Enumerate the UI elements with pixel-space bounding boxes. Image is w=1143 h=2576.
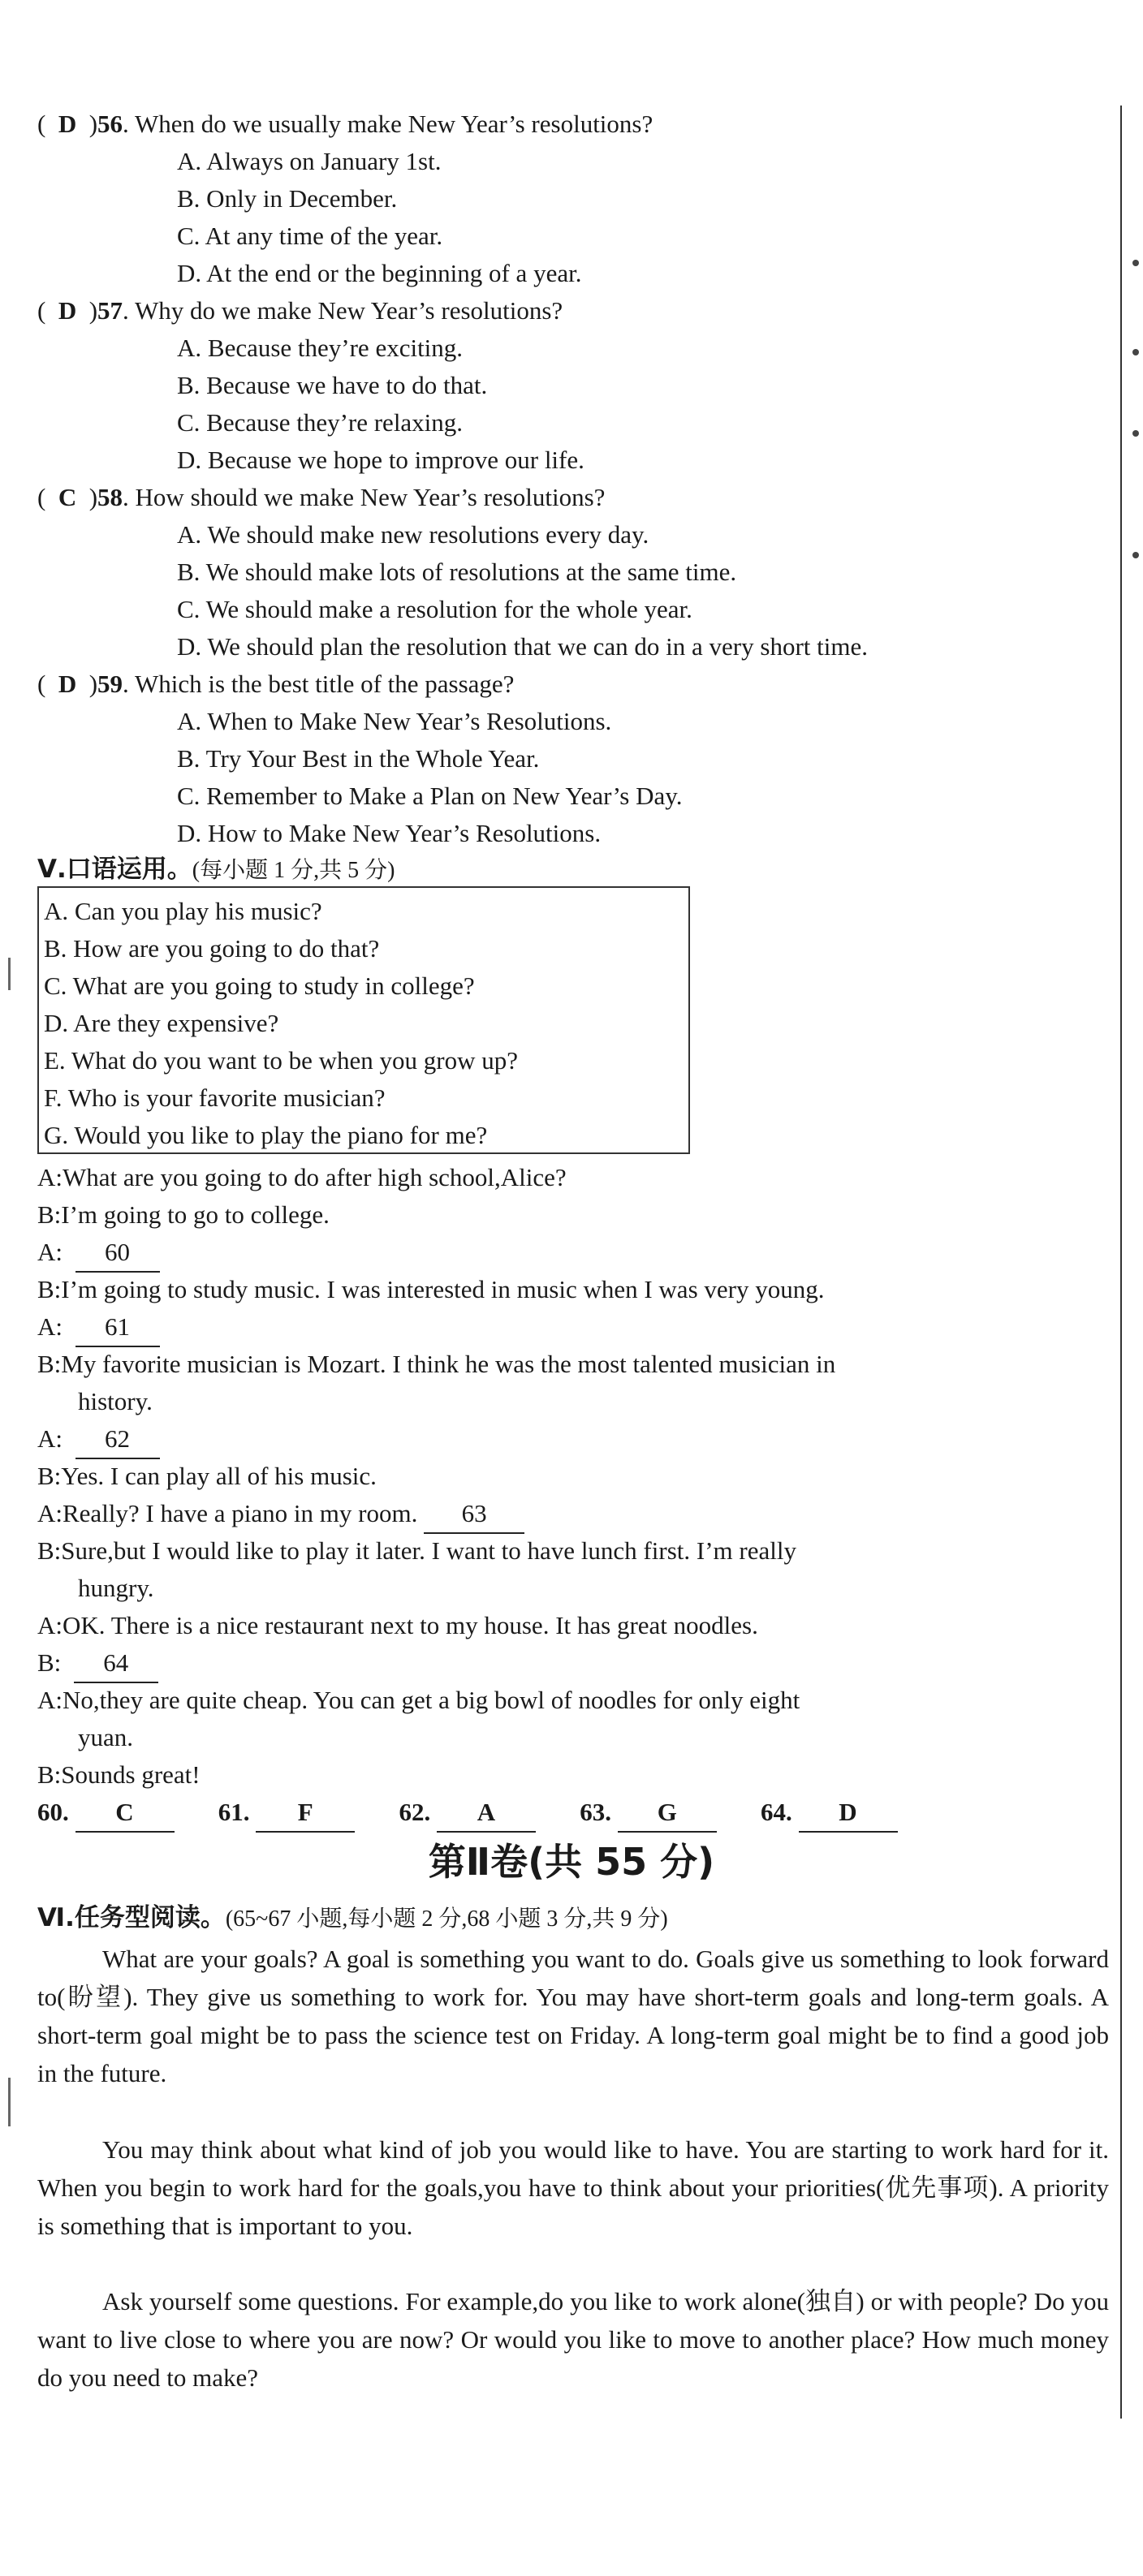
dialogue-text: A:Really? I have a piano in my room. [37,1499,418,1527]
answer-58: C [58,483,77,511]
answer-64: D [799,1794,898,1833]
dialogue-line: B:Yes. I can play all of his music. [37,1462,377,1490]
answer-63: G [618,1794,717,1833]
option: B. Because we have to do that. [177,371,488,399]
box-option-b: B. How are you going to do that? [44,934,380,963]
section-6-heading [37,1899,668,1938]
box-option-f: F. Who is your favorite musician? [44,1083,386,1112]
question-number: 58 [97,483,123,511]
blank-62: 62 [75,1420,160,1459]
option: D. Because we hope to improve our life. [177,446,584,474]
dialogue-line: B:My favorite musician is Mozart. I think he was the most talented musician in [37,1350,836,1378]
option: A. When to Make New Year’s Resolutions. [177,707,612,735]
reading-paragraph-3: Ask yourself some questions. For example,do you like to work alone(独自) or with people? Do you want to live close to where you are now? Or would you like to move to another place? How much money do you need to make? [37,2287,1109,2392]
blank-64: 64 [74,1644,158,1683]
section-5-heading [37,851,395,890]
blank-63: 63 [424,1495,524,1534]
option: D. How to Make New Year’s Resolutions. [177,819,602,847]
answer-56: D [58,110,77,138]
dialogue-line-cont: hungry. [78,1574,154,1602]
margin-mark [8,958,11,990]
box-option-g: G. Would you like to play the piano for me? [44,1121,488,1149]
question-56: ( D )56. When do we usually make New Year’s resolutions? [37,110,653,138]
answer-57: D [58,296,77,325]
option: A. Always on January 1st. [177,147,442,175]
blank-61: 61 [75,1308,160,1347]
question-59: ( D )59. Which is the best title of the passage? [37,670,515,698]
dialogue-line [37,1234,160,1273]
answer-number: 64. [761,1798,792,1826]
question-text: Why do we make New Year’s resolutions? [135,296,563,325]
answer-row [37,1794,898,1833]
question-57: ( D )57. Why do we make New Year’s resolutions? [37,296,563,325]
dialogue-line: B:I’m going to go to college. [37,1200,330,1229]
answer-59: D [58,670,77,698]
box-option-c: C. What are you going to study in college? [44,971,475,1000]
box-option-a: A. Can you play his music? [44,897,322,925]
option: A. Because they’re exciting. [177,334,464,362]
answer-number: 60. [37,1798,69,1826]
dialogue-line [37,1495,524,1534]
section-5-note: (每小题 1 分,共 5 分) [192,858,395,883]
section-6-note: (65~67 小题,每小题 2 分,68 小题 3 分,共 9 分) [225,1906,668,1932]
binding-edge-line [1120,106,1122,2419]
answer-61: F [256,1794,355,1833]
box-option-d: D. Are they expensive? [44,1009,279,1037]
box-option-e: E. What do you want to be when you grow up? [44,1046,519,1075]
answer-number: 62. [399,1798,431,1826]
binding-hole-icon [1132,349,1139,355]
dialogue-line [37,1644,158,1683]
question-text: Which is the best title of the passage? [135,670,515,698]
speaker: A: [37,1238,63,1266]
answer-62: A [437,1794,536,1833]
question-number: 56 [97,110,123,138]
reading-paragraph-2: You may think about what kind of job you would like to have. You are starting to work hard for it. When you begin to work hard for the goals,you have to think about your priorities(优先事项). A priority is something that is important to you. [37,2135,1109,2240]
option: B. We should make lots of resolutions at the same time. [177,558,737,586]
margin-mark [8,2078,11,2126]
blank-60: 60 [75,1234,160,1273]
speaker: B: [37,1648,62,1677]
speaker: A: [37,1312,63,1341]
dialogue-line: B:Sure,but I would like to play it later. I want to have lunch first. I’m really [37,1536,796,1565]
option: C. Remember to Make a Plan on New Year’s Day. [177,782,683,810]
reading-paragraph-1: What are your goals? A goal is something you want to do. Goals give us something to look forward to(盼望). They give us something to work for. You may have short-term goals and long-term goals. A short-term goal might be to pass the science test on Friday. A long-term goal might be to find a good job in the future. [37,1945,1109,2087]
dialogue-line: A:What are you going to do after high school,Alice? [37,1163,567,1191]
section-6-title: Ⅵ.任务型阅读。 [37,1903,226,1932]
option: C. At any time of the year. [177,222,443,250]
dialogue-line: A:OK. There is a nice restaurant next to my house. It has great noodles. [37,1611,758,1639]
dialogue-line [37,1420,160,1459]
binding-hole-icon [1132,552,1139,558]
dialogue-line-cont: yuan. [78,1723,134,1751]
dialogue-line [37,1308,160,1347]
option: C. Because they’re relaxing. [177,408,464,437]
part-2-title: 第Ⅱ卷(共 55 分) [428,1840,715,1884]
answer-number: 63. [580,1798,611,1826]
question-number: 59 [97,670,123,698]
option: A. We should make new resolutions every day. [177,520,649,549]
dialogue-line-cont: history. [78,1387,153,1415]
dialogue-line: B:Sounds great! [37,1760,201,1789]
dialogue-line: B:I’m going to study music. I was interested in music when I was very young. [37,1275,825,1303]
binding-hole-icon [1132,430,1139,437]
answer-60: C [75,1794,175,1833]
binding-hole-icon [1132,260,1139,266]
question-text: How should we make New Year’s resolutions? [135,483,606,511]
option: D. At the end or the beginning of a year. [177,259,582,287]
option: C. We should make a resolution for the whole year. [177,595,692,623]
option: B. Try Your Best in the Whole Year. [177,744,540,773]
answer-number: 61. [218,1798,250,1826]
question-text: When do we usually make New Year’s resolutions? [135,110,653,138]
question-58: ( C )58. How should we make New Year’s resolutions? [37,483,606,511]
dialogue-line: A:No,they are quite cheap. You can get a big bowl of noodles for only eight [37,1686,800,1714]
section-5-title: Ⅴ.口语运用。 [37,855,192,884]
option: B. Only in December. [177,184,398,213]
question-number: 57 [97,296,123,325]
option: D. We should plan the resolution that we can do in a very short time. [177,632,868,661]
speaker: A: [37,1424,63,1453]
